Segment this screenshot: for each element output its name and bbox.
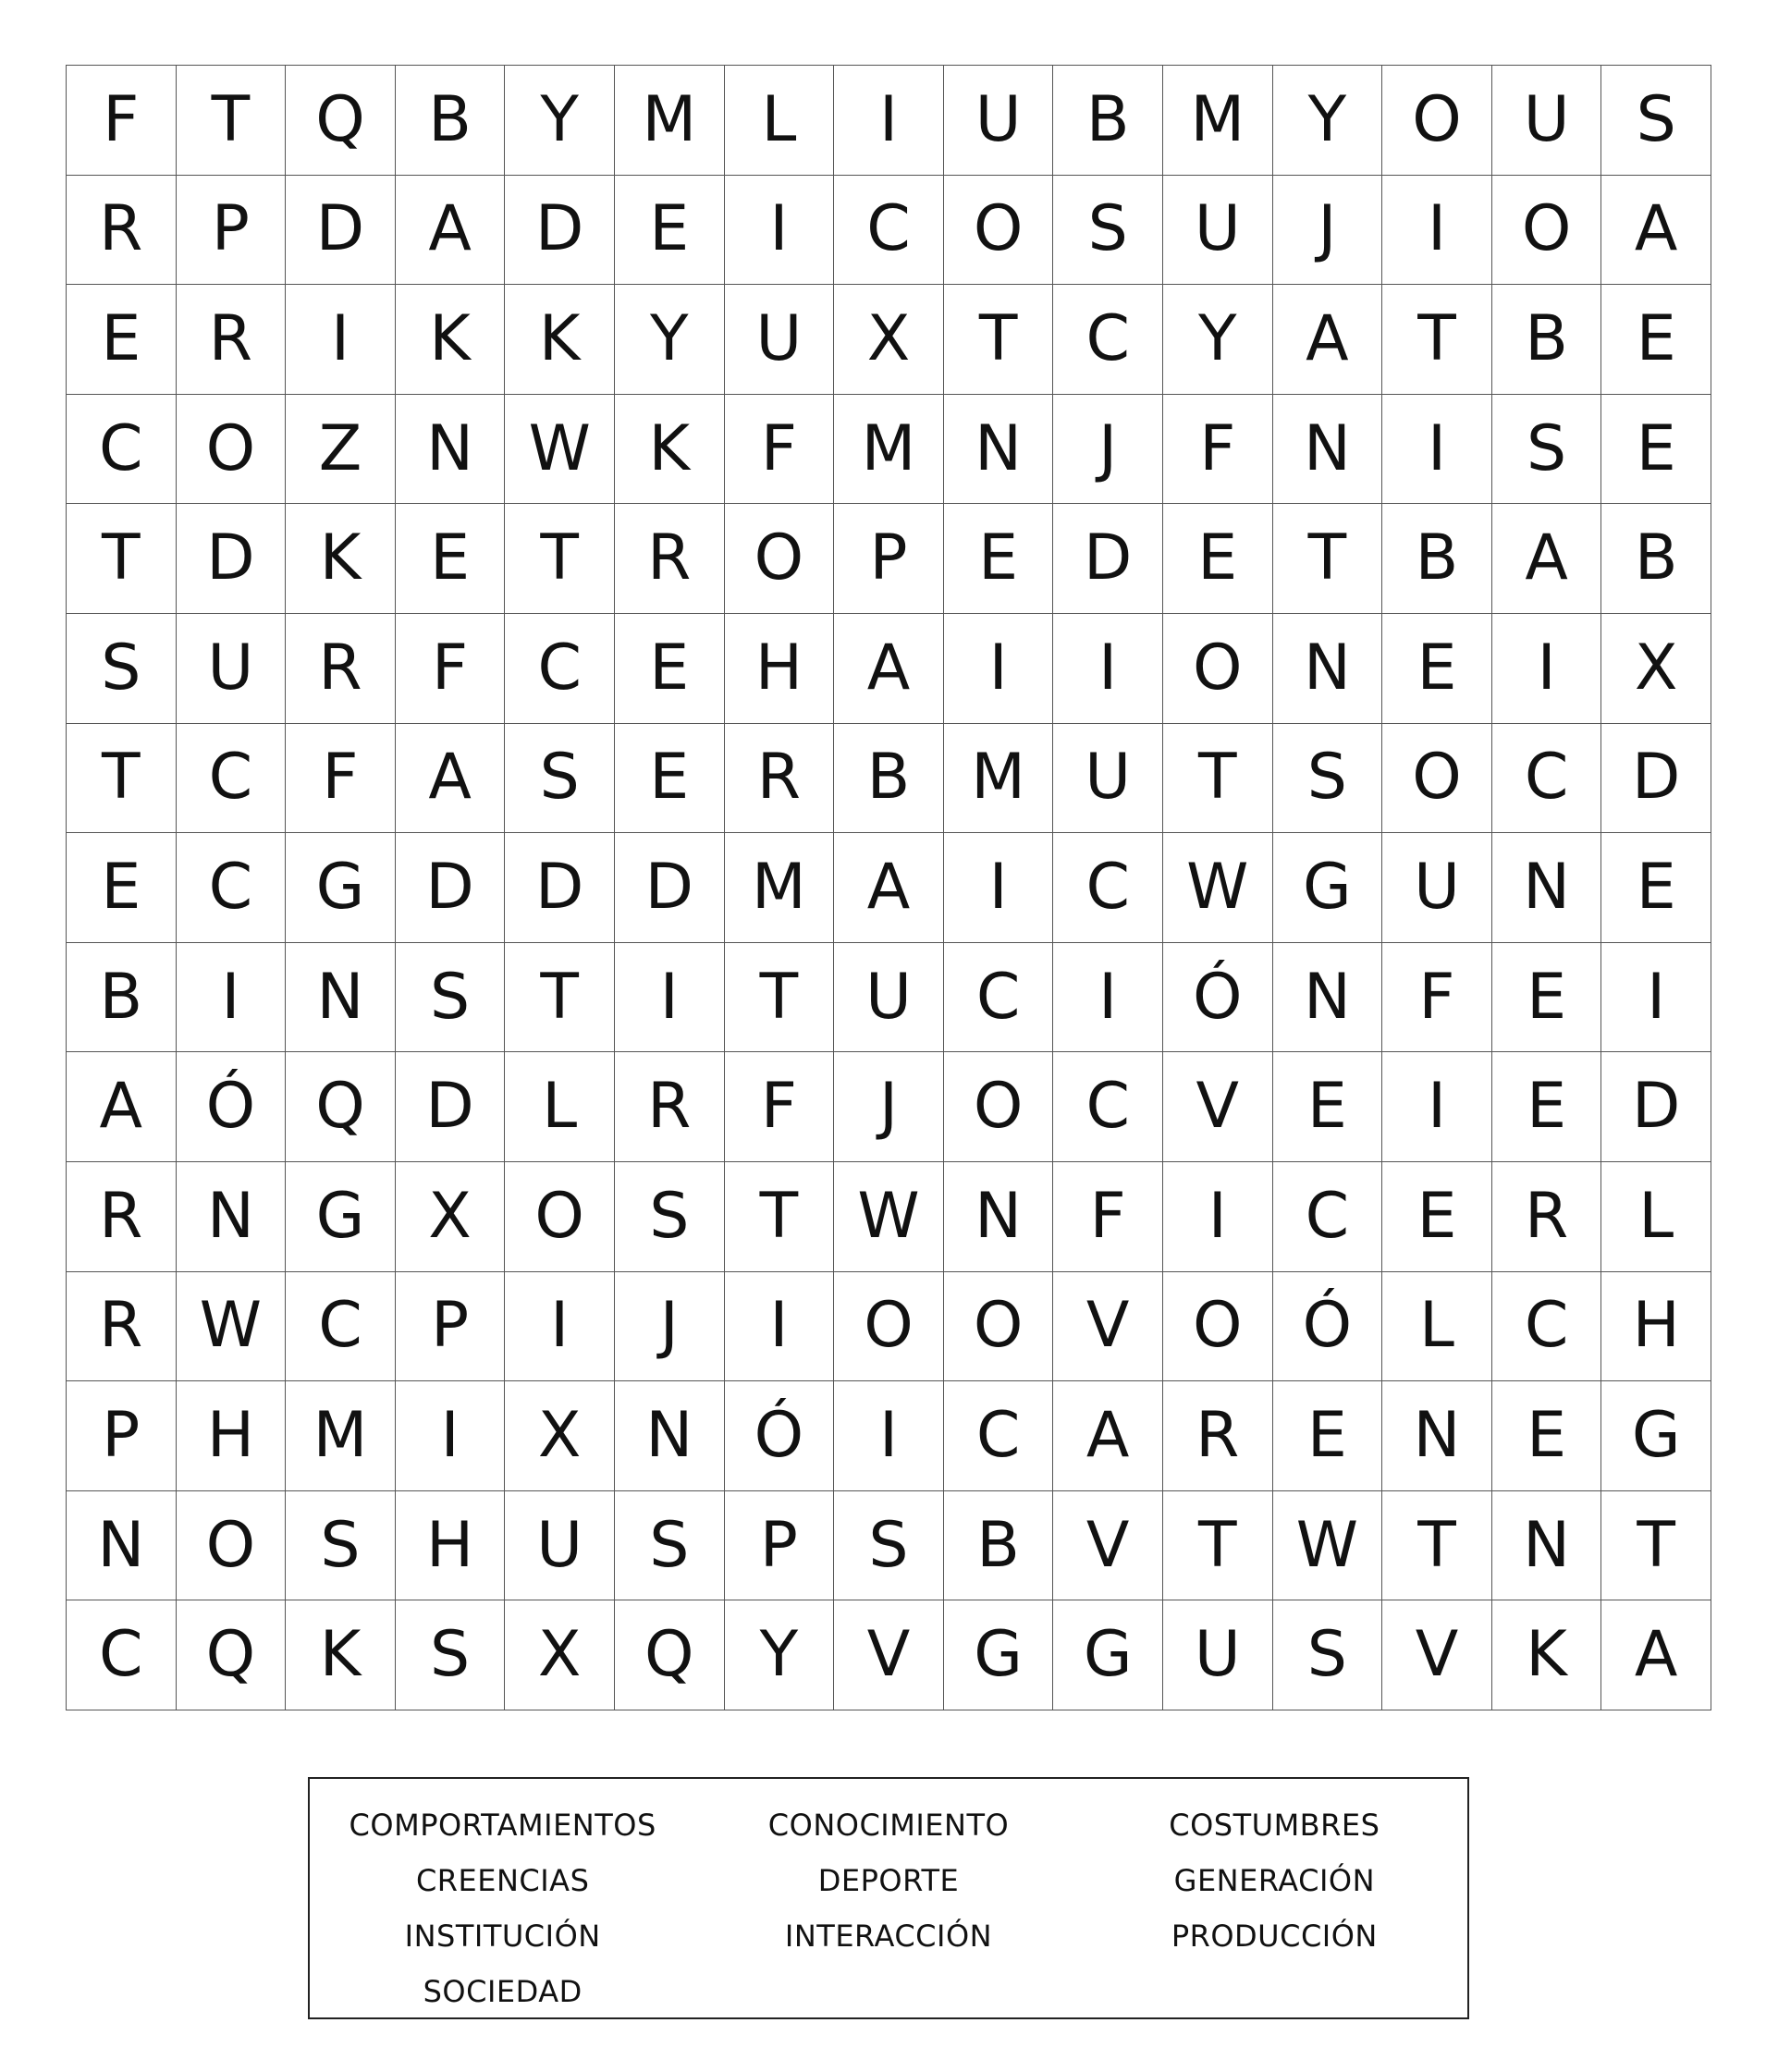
grid-cell[interactable]: T [944,285,1054,395]
grid-cell[interactable]: D [177,504,287,614]
grid-cell[interactable]: V [1163,1052,1273,1162]
grid-cell[interactable]: C [1053,285,1163,395]
grid-cell[interactable]: U [834,943,944,1053]
word-list-item: CONOCIMIENTO [767,1808,1010,1843]
grid-cell[interactable]: F [286,724,396,834]
grid-cell[interactable]: S [834,1491,944,1601]
grid-cell[interactable]: O [944,1272,1054,1382]
grid-cell[interactable]: S [1601,66,1711,176]
grid-cell[interactable]: C [177,833,287,943]
grid-cell[interactable]: H [725,614,835,724]
grid-cell[interactable]: Y [725,1600,835,1710]
grid-cell[interactable]: C [944,943,1054,1053]
grid-cell[interactable]: O [177,395,287,505]
grid-cell[interactable]: R [177,285,287,395]
grid-cell[interactable]: P [834,504,944,614]
grid-cell[interactable]: N [944,1162,1054,1272]
grid-cell[interactable]: F [1053,1162,1163,1272]
grid-cell[interactable]: E [67,833,177,943]
grid-cell[interactable]: W [505,395,615,505]
grid-cell[interactable]: Q [286,66,396,176]
grid-cell[interactable]: T [725,943,835,1053]
word-list-item: COSTUMBRES [1169,1808,1380,1843]
grid-cell[interactable]: C [67,1600,177,1710]
grid-cell[interactable]: Q [286,1052,396,1162]
grid-cell[interactable]: B [1601,504,1711,614]
grid-cell[interactable]: K [615,395,725,505]
grid-cell[interactable]: D [1601,724,1711,834]
grid-cell[interactable]: M [286,1381,396,1491]
grid-cell[interactable]: T [67,724,177,834]
grid-cell[interactable]: U [944,66,1054,176]
grid-cell[interactable]: X [834,285,944,395]
grid-cell[interactable]: A [1492,504,1602,614]
grid-cell[interactable]: V [1053,1272,1163,1382]
grid-cell[interactable]: Ó [177,1052,287,1162]
grid-cell[interactable]: C [1273,1162,1383,1272]
grid-cell[interactable]: G [286,1162,396,1272]
grid-cell[interactable]: U [505,1491,615,1601]
grid-cell[interactable]: N [1273,943,1383,1053]
grid-cell[interactable]: C [177,724,287,834]
grid-cell[interactable]: X [1601,614,1711,724]
grid-cell[interactable]: L [1601,1162,1711,1272]
grid-cell[interactable]: C [834,176,944,286]
grid-cell[interactable]: H [1601,1272,1711,1382]
grid-cell[interactable]: O [944,176,1054,286]
grid-cell[interactable]: C [1492,724,1602,834]
grid-cell[interactable]: R [615,1052,725,1162]
grid-cell[interactable]: I [834,66,944,176]
grid-cell[interactable]: B [1492,285,1602,395]
grid-cell[interactable]: I [1492,614,1602,724]
grid-cell[interactable]: G [1601,1381,1711,1491]
grid-cell[interactable]: I [1053,943,1163,1053]
grid-cell[interactable]: F [725,395,835,505]
grid-cell[interactable]: O [1382,66,1492,176]
grid-cell[interactable]: Y [615,285,725,395]
grid-cell[interactable]: P [396,1272,506,1382]
grid-cell[interactable]: J [1053,395,1163,505]
grid-cell[interactable]: E [1492,943,1602,1053]
grid-cell[interactable]: T [1382,285,1492,395]
grid-cell[interactable]: E [396,504,506,614]
grid-cell[interactable]: I [396,1381,506,1491]
grid-cell[interactable]: N [286,943,396,1053]
grid-cell[interactable]: S [615,1491,725,1601]
grid-cell[interactable]: Y [1163,285,1273,395]
grid-cell[interactable]: N [396,395,506,505]
grid-cell[interactable]: C [286,1272,396,1382]
grid-cell[interactable]: N [944,395,1054,505]
grid-cell[interactable]: P [67,1381,177,1491]
grid-cell[interactable]: D [396,1052,506,1162]
grid-cell[interactable]: D [1601,1052,1711,1162]
grid-cell[interactable]: E [1601,395,1711,505]
grid-cell[interactable]: B [834,724,944,834]
grid-cell[interactable]: I [725,1272,835,1382]
grid-cell[interactable]: T [1163,724,1273,834]
grid-cell[interactable]: Q [177,1600,287,1710]
grid-cell[interactable]: W [1163,833,1273,943]
grid-cell[interactable]: E [1601,833,1711,943]
grid-cell[interactable]: S [615,1162,725,1272]
grid-cell[interactable]: G [286,833,396,943]
grid-cell[interactable]: B [67,943,177,1053]
grid-cell[interactable]: T [505,943,615,1053]
grid-cell[interactable]: I [834,1381,944,1491]
word-list [310,1797,1467,2019]
grid-cell[interactable]: G [1273,833,1383,943]
grid-cell[interactable]: E [1273,1052,1383,1162]
grid-cell[interactable]: Ó [1163,943,1273,1053]
word-list-item: GENERACIÓN [1173,1863,1375,1898]
grid-cell[interactable]: X [505,1600,615,1710]
grid-cell[interactable]: N [615,1381,725,1491]
grid-cell[interactable]: S [1273,1600,1383,1710]
grid-cell[interactable]: O [177,1491,287,1601]
grid-cell[interactable]: C [1053,833,1163,943]
grid-cell[interactable]: V [1053,1491,1163,1601]
grid-cell[interactable]: G [944,1600,1054,1710]
grid-cell[interactable]: K [286,504,396,614]
grid-cell[interactable]: A [1601,1600,1711,1710]
grid-cell[interactable]: I [177,943,287,1053]
grid-cell[interactable]: I [944,614,1054,724]
grid-cell[interactable]: R [67,1162,177,1272]
grid-cell[interactable]: K [1492,1600,1602,1710]
grid-cell[interactable]: K [505,285,615,395]
grid-cell[interactable]: M [725,833,835,943]
grid-cell[interactable]: B [944,1491,1054,1601]
grid-cell[interactable]: U [1163,1600,1273,1710]
grid-cell[interactable]: C [1053,1052,1163,1162]
grid-cell[interactable]: M [615,66,725,176]
grid-cell[interactable]: N [1492,1491,1602,1601]
grid-cell[interactable]: W [1273,1491,1383,1601]
grid-cell[interactable]: B [1053,66,1163,176]
grid-cell[interactable]: M [944,724,1054,834]
grid-cell[interactable]: Ó [1273,1272,1383,1382]
grid-cell[interactable]: D [396,833,506,943]
grid-cell[interactable]: O [1382,724,1492,834]
grid-cell[interactable]: L [725,66,835,176]
grid-cell[interactable]: H [177,1381,287,1491]
grid-cell[interactable]: R [286,614,396,724]
grid-cell[interactable]: F [1382,943,1492,1053]
grid-cell[interactable]: K [286,1600,396,1710]
grid-cell[interactable]: O [505,1162,615,1272]
grid-cell[interactable]: F [396,614,506,724]
grid-cell[interactable]: L [505,1052,615,1162]
grid-cell[interactable]: S [1053,176,1163,286]
grid-cell[interactable]: S [396,943,506,1053]
grid-cell[interactable]: V [1382,1600,1492,1710]
grid-cell[interactable]: T [725,1162,835,1272]
grid-cell[interactable]: R [615,504,725,614]
grid-cell[interactable]: I [1601,943,1711,1053]
grid-cell[interactable]: T [67,504,177,614]
grid-cell[interactable]: A [67,1052,177,1162]
grid-cell[interactable]: Y [1273,66,1383,176]
grid-cell[interactable]: A [396,176,506,286]
grid-cell[interactable]: R [1163,1381,1273,1491]
grid-cell[interactable]: F [1163,395,1273,505]
grid-cell[interactable]: I [1053,614,1163,724]
grid-cell[interactable]: T [1382,1491,1492,1601]
grid-cell[interactable]: A [1273,285,1383,395]
grid-cell[interactable]: E [1163,504,1273,614]
grid-cell[interactable]: Ó [725,1381,835,1491]
grid-cell[interactable]: D [615,833,725,943]
grid-cell[interactable]: U [725,285,835,395]
word-list-item: INTERACCIÓN [784,1919,993,1954]
grid-cell[interactable]: P [177,176,287,286]
grid-cell[interactable]: O [1163,1272,1273,1382]
grid-cell[interactable]: A [1053,1381,1163,1491]
grid-cell[interactable]: E [1382,1162,1492,1272]
word-list-item: CREENCIAS [415,1863,590,1898]
grid-cell[interactable]: Z [286,395,396,505]
grid-cell[interactable]: J [615,1272,725,1382]
grid-cell[interactable]: H [396,1491,506,1601]
grid-cell[interactable]: B [396,66,506,176]
grid-cell[interactable]: O [1163,614,1273,724]
grid-cell[interactable]: N [67,1491,177,1601]
grid-cell[interactable]: U [1492,66,1602,176]
grid-cell[interactable]: D [505,176,615,286]
grid-cell[interactable]: R [67,176,177,286]
word-list-item: INSTITUCIÓN [404,1919,601,1954]
grid-cell[interactable]: X [505,1381,615,1491]
grid-cell[interactable]: C [944,1381,1054,1491]
grid-cell[interactable]: D [1053,504,1163,614]
grid-cell[interactable]: W [834,1162,944,1272]
word-list-item: PRODUCCIÓN [1171,1919,1378,1954]
grid-cell[interactable]: T [1273,504,1383,614]
grid-cell[interactable]: O [725,504,835,614]
grid-cell[interactable]: B [1382,504,1492,614]
grid-cell[interactable]: M [834,395,944,505]
grid-cell[interactable]: W [177,1272,287,1382]
grid-cell[interactable]: Q [615,1600,725,1710]
grid-cell[interactable]: A [396,724,506,834]
grid-cell[interactable]: D [286,176,396,286]
grid-cell[interactable]: E [615,176,725,286]
grid-cell[interactable]: E [1382,614,1492,724]
grid-cell[interactable]: E [944,504,1054,614]
word-list-item: SOCIEDAD [423,1974,583,2009]
grid-cell[interactable]: I [944,833,1054,943]
grid-cell[interactable]: I [1382,1052,1492,1162]
word-list-box [308,1777,1469,2019]
grid-cell[interactable]: S [1273,724,1383,834]
word-list-item: COMPORTAMIENTOS [349,1808,656,1843]
word-list-item: DEPORTE [817,1863,960,1898]
grid-cell[interactable]: N [1382,1381,1492,1491]
grid-cell[interactable]: M [1163,66,1273,176]
grid-cell[interactable]: J [834,1052,944,1162]
grid-cell[interactable]: R [67,1272,177,1382]
grid-cell[interactable]: T [177,66,287,176]
grid-cell[interactable]: O [1492,176,1602,286]
grid-cell[interactable]: F [725,1052,835,1162]
grid-cell[interactable]: N [1492,833,1602,943]
grid-cell[interactable]: A [834,833,944,943]
grid-cell[interactable]: E [1492,1381,1602,1491]
grid-cell[interactable]: I [725,176,835,286]
grid-cell[interactable]: X [396,1162,506,1272]
grid-cell[interactable]: K [396,285,506,395]
grid-cell[interactable]: Y [505,66,615,176]
grid-cell[interactable]: F [67,66,177,176]
grid-cell[interactable]: G [1053,1600,1163,1710]
grid-cell[interactable]: T [505,504,615,614]
grid-cell[interactable]: N [1273,614,1383,724]
grid-cell[interactable]: A [1601,176,1711,286]
grid-cell[interactable]: T [1601,1491,1711,1601]
grid-cell[interactable]: R [1492,1162,1602,1272]
grid-cell[interactable]: U [177,614,287,724]
grid-cell[interactable]: I [505,1272,615,1382]
grid-cell[interactable]: I [286,285,396,395]
grid-cell[interactable]: P [725,1491,835,1601]
grid-cell[interactable]: V [834,1600,944,1710]
grid-cell[interactable]: T [1163,1491,1273,1601]
grid-cell[interactable]: E [1601,285,1711,395]
letter-grid [66,65,1711,1710]
grid-cell[interactable]: U [1163,176,1273,286]
grid-cell[interactable]: I [615,943,725,1053]
grid-cell[interactable]: S [67,614,177,724]
grid-cell[interactable]: C [505,614,615,724]
grid-cell[interactable]: S [505,724,615,834]
grid-cell[interactable]: E [615,614,725,724]
grid-cell[interactable]: S [396,1600,506,1710]
grid-cell[interactable]: O [944,1052,1054,1162]
grid-cell[interactable]: J [1273,176,1383,286]
grid-cell[interactable]: E [1273,1381,1383,1491]
grid-cell[interactable]: C [1492,1272,1602,1382]
grid-cell[interactable]: N [177,1162,287,1272]
grid-cell[interactable]: E [1492,1052,1602,1162]
grid-cell[interactable]: I [1163,1162,1273,1272]
grid-cell[interactable]: N [1273,395,1383,505]
grid-cell[interactable]: I [1382,176,1492,286]
grid-cell[interactable]: S [1492,395,1602,505]
grid-cell[interactable]: A [834,614,944,724]
grid-cell[interactable]: O [834,1272,944,1382]
grid-cell[interactable]: L [1382,1272,1492,1382]
grid-cell[interactable]: S [286,1491,396,1601]
grid-cell[interactable]: E [615,724,725,834]
grid-cell[interactable]: C [67,395,177,505]
grid-cell[interactable]: D [505,833,615,943]
grid-cell[interactable]: U [1382,833,1492,943]
grid-cell[interactable]: U [1053,724,1163,834]
grid-cell[interactable]: I [1382,395,1492,505]
grid-cell[interactable]: R [725,724,835,834]
grid-cell[interactable]: E [67,285,177,395]
